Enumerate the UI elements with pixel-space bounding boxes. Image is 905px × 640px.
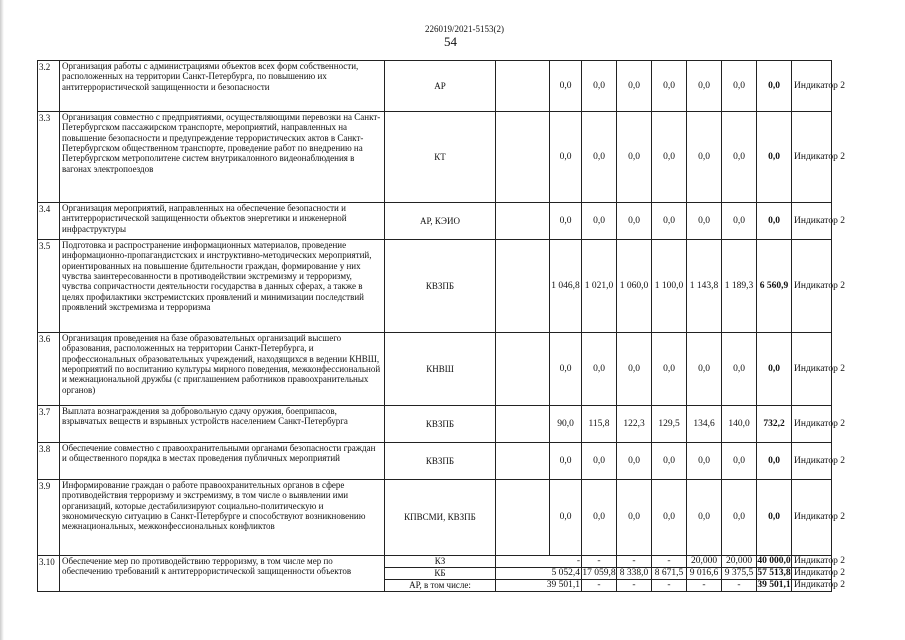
spacer-cell	[496, 443, 550, 480]
year-value: -	[652, 556, 687, 568]
year-value: 0,0	[652, 203, 687, 240]
table-row	[38, 556, 891, 568]
year-value: -	[722, 579, 757, 591]
executor: КВЗПБ	[385, 240, 496, 333]
year-value: 115,8	[582, 406, 617, 443]
total-value: 0,0	[757, 112, 792, 203]
year-value: 0,0	[617, 203, 652, 240]
year-value: 0,0	[687, 480, 722, 556]
activity-description: Организация совместно с предприятиями, осуществляющими перевозки на Санкт-Петербургском пассажирском транспорте, мероприятий, направленных на повышение безопасности и предупреждение террористических актов в Санкт-Петербургском общественном транспорте, проведение работ по внедрению на Петербургском метрополитене систем внутрикалонного видеонаблюдения в вагонах электропоездов	[60, 112, 385, 203]
year-value: 1 189,3	[722, 240, 757, 333]
year-value: 122,3	[617, 406, 652, 443]
year-value: -	[617, 556, 652, 568]
total-value: 732,2	[757, 406, 792, 443]
year-value: -	[582, 556, 617, 568]
year-value: 1 021,0	[582, 240, 617, 333]
indicator: Индикатор 2	[792, 443, 832, 480]
year-value: -	[582, 579, 617, 591]
year-value: 9 016,6	[687, 567, 722, 579]
activity-description: Подготовка и распространение информационных материалов, проведение информационно-пропагандистских и инструктивно-методических мероприятий, ориентированных на повышение бдительности граждан, формирование у них чувства заинтересованности в противодействии экстремизму и терроризму, чувства сопричастности деятельности государства в данных сферах, а также в целях профилактики экстремистских проявлений и минимизации последствий проявлений экстремизма и терроризма	[60, 240, 385, 333]
year-value: 0,0	[722, 333, 757, 406]
activity-description: Обеспечение мер по противодействию терроризму, в том числе мер по обеспечению требований к антитеррористической защищенности объектов	[60, 556, 385, 592]
year-value: 1 100,0	[652, 240, 687, 333]
row-number: 3.4	[38, 203, 60, 240]
year-value: 0,0	[652, 333, 687, 406]
year-value: 1 143,8	[687, 240, 722, 333]
year-value: 0,0	[617, 333, 652, 406]
year-value: 90,0	[550, 406, 582, 443]
row-number: 3.7	[38, 406, 60, 443]
executor: АР, в том числе:	[385, 579, 496, 591]
year-value: 0,0	[652, 480, 687, 556]
year-value: -	[687, 579, 722, 591]
indicator: Индикатор 2	[792, 333, 832, 406]
activity-description: Организация проведения на базе образовательных организаций высшего образования, расположенных на территории Санкт-Петербурга, и профессиональных образовательных учреждений, находящихся в ведении КНВШ, мероприятий по воспитанию культуры мирного поведения, межконфессиональной и межнациональной дружбы (с приглашением работников правоохранительных органов)	[60, 333, 385, 406]
row-number: 3.2	[38, 61, 60, 112]
year-value: 134,6	[687, 406, 722, 443]
table-row	[38, 112, 891, 203]
table-row	[38, 203, 891, 240]
row-number: 3.9	[38, 480, 60, 556]
year-value: 0,0	[550, 480, 582, 556]
year-value: 20,000	[687, 556, 722, 568]
year-value: 0,0	[722, 443, 757, 480]
indicator: Индикатор 2	[792, 406, 832, 443]
executor: КПВСМИ, КВЗПБ	[385, 480, 496, 556]
total-value: 39 501,1	[757, 579, 791, 590]
program-activities-table	[37, 60, 891, 592]
year-value: 0,0	[550, 443, 582, 480]
total-value: 0,0	[757, 443, 792, 480]
indicator: Индикатор 2	[792, 112, 832, 203]
row-number: 3.3	[38, 112, 60, 203]
year-value: 0,0	[652, 112, 687, 203]
year-value: 39 501,1	[496, 579, 582, 591]
executor: КЗ	[385, 556, 496, 568]
executor: КНВШ	[385, 333, 496, 406]
total-value: 6 560,9	[757, 240, 792, 333]
executor: АР, КЭИО	[385, 203, 496, 240]
year-value: 0,0	[722, 61, 757, 112]
table-row	[38, 480, 891, 556]
scan-edge	[0, 0, 4, 640]
year-value: 0,0	[582, 112, 617, 203]
executor: КБ	[385, 567, 496, 579]
total-value: 0,0	[757, 333, 792, 406]
year-value: 0,0	[550, 112, 582, 203]
year-value: 1 060,0	[617, 240, 652, 333]
indicator: Индикатор 2	[792, 556, 832, 568]
document-code: 226019/2021-5153(2)	[425, 24, 504, 34]
indicator: Индикатор 2	[792, 61, 832, 112]
spacer-cell	[496, 406, 550, 443]
table-row	[38, 406, 891, 443]
total-value: 57 513,8	[757, 567, 791, 578]
indicator: Индикатор 2	[792, 240, 832, 333]
indicator: Индикатор 2	[792, 480, 832, 556]
row-number: 3.8	[38, 443, 60, 480]
year-value: 1 046,8	[550, 240, 582, 333]
year-value: 0,0	[582, 61, 617, 112]
spacer-cell	[496, 480, 550, 556]
year-value: 0,0	[617, 61, 652, 112]
year-value: 0,0	[550, 61, 582, 112]
year-value: 0,0	[550, 203, 582, 240]
row-number: 3.5	[38, 240, 60, 333]
year-value: 0,0	[550, 333, 582, 406]
executor: КТ	[385, 112, 496, 203]
year-value: 0,0	[687, 112, 722, 203]
year-value: 0,0	[687, 443, 722, 480]
year-value: 140,0	[722, 406, 757, 443]
year-value: -	[617, 579, 652, 591]
year-value: 0,0	[687, 203, 722, 240]
spacer-cell	[496, 333, 550, 406]
year-value: 0,0	[722, 203, 757, 240]
year-value: 0,0	[652, 443, 687, 480]
executor: КВЗПБ	[385, 443, 496, 480]
year-value: 20,000	[722, 556, 757, 568]
table-row	[38, 61, 891, 112]
page-number: 54	[444, 34, 457, 49]
table-row	[38, 443, 891, 480]
year-value: 0,0	[722, 112, 757, 203]
year-value: 8 338,0	[617, 567, 652, 579]
total-value: 0,0	[757, 203, 792, 240]
row-number: 3.6	[38, 333, 60, 406]
indicator: Индикатор 2	[792, 579, 832, 591]
spacer-cell	[496, 240, 550, 333]
year-value: 0,0	[582, 480, 617, 556]
table-row	[38, 240, 891, 333]
activity-description: Организация мероприятий, направленных на обеспечение безопасности и антитеррористической защищенности объектов энергетики и инженерной инфраструктуры	[60, 203, 385, 240]
spacer-cell	[496, 112, 550, 203]
year-value: 0,0	[722, 480, 757, 556]
activity-description: Информирование граждан о работе правоохранительных органов в сфере противодействия терроризму и экстремизму, в том числе о выявлении ими организаций, которые дестабилизируют социально-политическую и экономическую ситуацию в Санкт-Петербурге и способствуют возникновению межнациональных, межконфессиональных конфликтов	[60, 480, 385, 556]
year-value: 0,0	[582, 333, 617, 406]
activity-description: Выплата вознаграждения за добровольную сдачу оружия, боеприпасов, взрывчатых веществ и взрывных устройств населением Санкт-Петербурга	[60, 406, 385, 443]
activity-description: Обеспечение совместно с правоохранительными органами безопасности граждан и общественного порядка в местах проведения публичных мероприятий	[60, 443, 385, 480]
year-value: 0,0	[687, 333, 722, 406]
total-value: 40 000,0	[757, 556, 791, 566]
row-number: 3.10	[38, 556, 60, 592]
year-value: 129,5	[652, 406, 687, 443]
year-value: 8 671,5	[652, 567, 687, 579]
indicator: Индикатор 2	[792, 567, 832, 579]
total-value: 0,0	[757, 480, 792, 556]
table-row	[38, 333, 891, 406]
spacer-cell	[496, 61, 550, 112]
year-value: 5 052,4	[496, 567, 582, 579]
year-value: 0,0	[617, 443, 652, 480]
year-value: 0,0	[582, 443, 617, 480]
year-value: 0,0	[617, 112, 652, 203]
executor: КВЗПБ	[385, 406, 496, 443]
year-value: 17 059,8	[582, 567, 616, 578]
year-value: 0,0	[652, 61, 687, 112]
year-value: 9 375,5	[722, 567, 757, 579]
year-value: 0,0	[617, 480, 652, 556]
year-value: 0,0	[582, 203, 617, 240]
indicator: Индикатор 2	[792, 203, 832, 240]
executor: АР	[385, 61, 496, 112]
year-value: 0,0	[687, 61, 722, 112]
total-value: 0,0	[757, 61, 792, 112]
year-value: -	[496, 556, 582, 568]
year-value: -	[652, 579, 687, 591]
spacer-cell	[496, 203, 550, 240]
activity-description: Организация работы с администрациями объектов всех форм собственности, расположенных на территории Санкт-Петербурга, по повышению их антитеррористической защищенности и безопасности	[60, 61, 385, 112]
